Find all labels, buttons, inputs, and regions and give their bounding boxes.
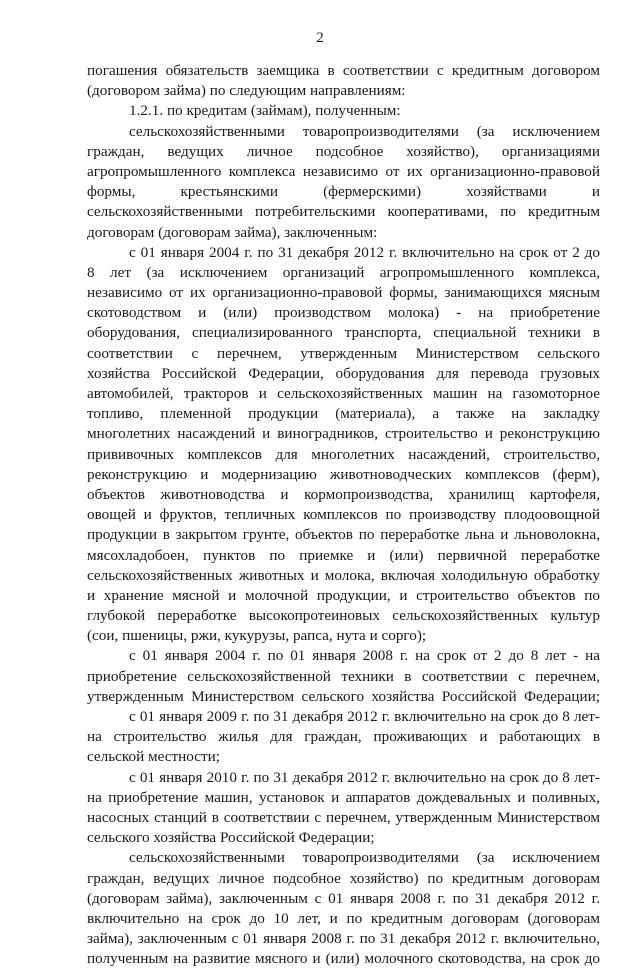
text-line: договорам (договорам займа), заключенным: [87,223,378,241]
text-line: приобретение сельскохозяйственной техники в соответствии с перечнем, [87,667,600,685]
text-line: независимо от их организационно-правовой формы, занимающихся мясным [87,284,600,302]
text-line: на приобретение машин, установок и аппаратов дождевальных и поливных, [87,788,600,806]
text-line: автомобилей, тракторов и сельскохозяйственных машин на газомоторное [87,385,600,402]
text-line: глубокой переработке высокопротеиновых сельскохозяйственных культур [87,607,600,625]
text-line: продукции в закрытом грунте, объектов по переработке льна и льноволокна, [87,526,600,544]
text-line: насосных станций в соответствии с перечнем, утвержденным Министерством [87,808,600,826]
text-line: включительно на срок до 10 лет, и по кредитным договорам (договорам [87,909,600,927]
text-line: займа), заключенным с 01 января 2008 г. по 31 декабря 2012 г. включительно, [87,930,600,948]
text-line: с 01 января 2009 г. по 31 декабря 2012 г. включительно на срок до 8 лет- [129,708,600,725]
text-line: оборудования, специализированного транспорта, специальной техники в [87,324,600,342]
text-line: с 01 января 2010 г. по 31 декабря 2012 г. включительно на срок до 8 лет- [129,768,600,786]
text-line: сельского хозяйства Российской Федерации; [87,829,375,847]
text-line: прививочных комплексов для многолетних насаждений, строительство, [87,445,600,463]
text-line: сельскохозяйственных животных и молока, включая холодильную обработку [87,566,600,584]
text-line: граждан, ведущих личное подсобное хозяйство) по кредитным договорам [87,869,600,887]
text-line: формы, крестьянскими (фермерскими) хозяйствами и [87,183,600,201]
text-line: (договором займа) по следующим направлениям: [87,82,406,100]
text-line: топливо, племенной продукции (материала), а также на закладку [87,405,600,423]
text-line: сельскохозяйственными потребительскими кооперативами, по кредитным [87,203,600,221]
document-body [87,61,600,969]
text-line: скотоводством и (или) производством молока) - на приобретение [87,304,600,322]
text-line: и хранение мясной и молочной продукции, и строительство объектов по [87,586,600,604]
text-line: многолетних насаждений и виноградников, строительство и реконструкцию [87,425,600,443]
text-line: сельской местности; [87,748,220,766]
text-line: сельскохозяйственными товаропроизводителями (за исключением [129,122,600,140]
text-line: граждан, ведущих личное подсобное хозяйство), организациями [87,142,600,160]
text-line: сельскохозяйственными товаропроизводителями (за исключением [129,849,600,867]
text-line: мясохладобоен, пунктов по приемке и (или) первичной переработке [87,546,600,564]
text-line: на строительство жилья для граждан, проживающих и работающих в [87,728,600,746]
text-line: с 01 января 2004 г. по 31 декабря 2012 г. включительно на срок от 2 до [129,243,600,261]
text-line: 8 лет (за исключением организаций агропромышленного комплекса, [87,263,600,281]
text-line: хозяйства Российской Федерации, оборудования для перевода грузовых [87,364,600,382]
page-number: 2 [316,30,324,46]
text-line: (договорам займа), заключенным с 01 января 2008 г. по 31 декабря 2012 г. [87,889,600,907]
text-line: с 01 января 2004 г. по 01 января 2008 г. на срок от 2 до 8 лет - на [129,647,600,665]
text-line: соответствии с перечнем, утвержденным Министерством сельского [87,344,600,362]
text-line: (сои, пшеницы, ржи, кукурузы, рапса, нута и сорго); [87,627,427,645]
text-line: утвержденным Министерством сельского хозяйства Российской Федерации; [87,687,600,705]
text-line: погашения обязательств заемщика в соответствии с кредитным договором [87,62,600,79]
text-line: агропромышленного комплекса независимо от их организационно-правовой [87,162,600,180]
text-line: овощей и фруктов, тепличных комплексов по производству плодоовощной [87,506,600,524]
text-line: реконструкцию и модернизацию животноводческих комплексов (ферм), [87,465,600,483]
text-line: полученным на развитие мясного и (или) молочного скотоводства, на срок до [87,950,600,968]
text-line: 1.2.1. по кредитам (займам), полученным: [129,102,401,120]
text-line: объектов животноводства и кормопроизводства, хранилищ картофеля, [87,485,600,503]
